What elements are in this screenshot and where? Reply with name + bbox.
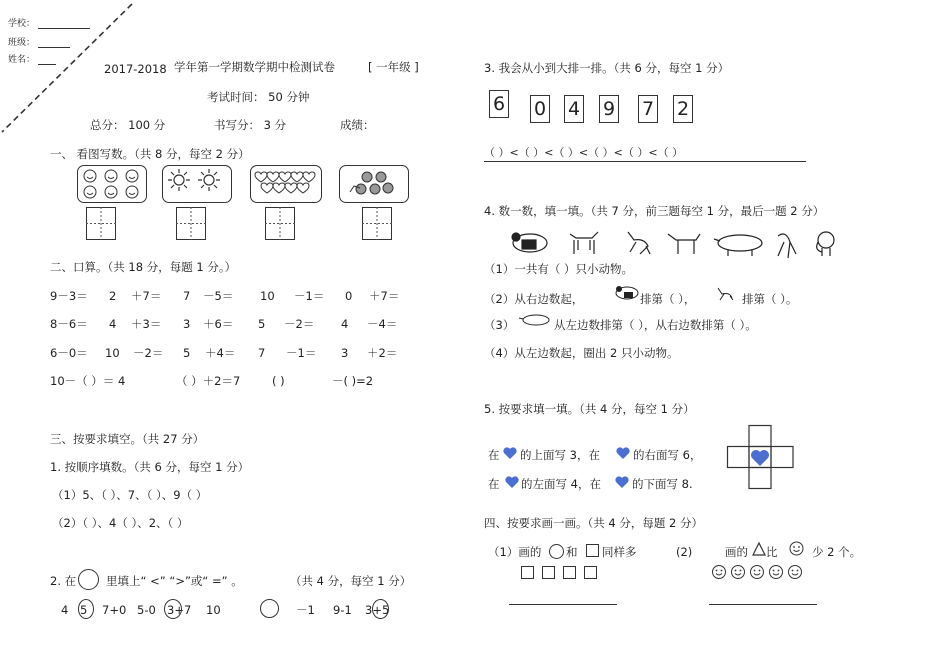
compare-item: －1 [296,603,315,617]
calc-item: ＋7＝ [131,289,162,303]
heart-icon [615,476,629,489]
calc-item: 5 [258,317,266,331]
compare-circle[interactable] [78,599,94,619]
answer-grid-2[interactable] [176,207,206,240]
calc-item: ＋6＝ [203,317,234,331]
circle-icon [78,569,99,590]
compare-item: 5-0 [137,603,156,617]
section1-heading: 一、 看图写数。（共 8 分，每空 2 分） [50,147,250,161]
compare-item: 3+7 [167,603,192,617]
heart-icon-group [254,170,318,196]
smiley-icon [789,541,804,556]
compare-item: 5 [80,603,88,617]
r6-b4: 少 2 个。 [812,545,862,559]
square-icon [586,544,599,557]
compare-circle[interactable] [260,599,279,618]
r6-a3: 同样多 [602,545,637,559]
r4-q3a: （3） [484,318,515,332]
calc-item: 2 [109,289,117,303]
pig-icon [517,312,551,328]
answer-grid-1[interactable] [86,207,116,240]
total-score: 总分： 100 分 [90,118,166,132]
square-icon [521,566,534,579]
calc-item: －2＝ [284,317,315,331]
r6-a1: （1）画的 [488,545,542,559]
r6-a2: 和 [566,545,578,559]
rabbit-icon [716,284,736,300]
r5-line2-c: 的下面写 8. [632,477,693,491]
calc-item: 10 [260,289,275,303]
smiley-icon-group [80,167,144,201]
calc-item: 3 [183,317,191,331]
digit-card: 4 [564,95,584,123]
calc-item: （ ）＋2＝7 [176,374,241,388]
calc-item: 7 [183,289,191,303]
r6-b2: 画的 [725,545,748,559]
q2-instruction: 里填上“ <” “>”或“ =” 。 [106,574,243,588]
calc-item: 10 [105,346,120,360]
r4-q1: （1）一共有（ ）只小动物。 [484,262,633,276]
heart-icon [505,476,519,489]
class-label: 班级： [8,38,36,48]
q2-score: （共 4 分，每空 1 分） [290,574,412,588]
calc-item: －2＝ [133,346,164,360]
r4-q4: （4）从左边数起，圈出 2 只小动物。 [484,346,679,360]
r5-line1-b: 的上面写 3，在 [520,448,600,462]
compare-item: 3+5 [365,603,390,617]
calc-item: －5＝ [203,289,234,303]
school-label: 学校： [8,19,36,29]
q2-prefix: 2. 在 [50,574,77,588]
year: 2017-2018 [104,62,167,76]
heart-icon [616,447,630,460]
r5-line2-b: 的左面写 4，在 [521,477,601,491]
cross-grid[interactable] [727,425,797,490]
calc-item: 7 [258,346,266,360]
result-label: 成绩： [340,118,375,132]
r6-b3: 比 [766,545,778,559]
section2-heading: 二、口算。（共 18 分，每题 1 分。） [50,260,237,274]
digit-card: 2 [673,95,693,123]
animal-row-icon [508,228,858,260]
square-icon [584,566,597,579]
answer-grid-3[interactable] [265,207,295,240]
calc-item: 4 [341,317,349,331]
exam-time: 考试时间： 50 分钟 [207,90,310,104]
sun-icon-group [165,167,227,197]
calc-item: 10－（ ）＝ 4 [50,374,126,388]
compare-item: 10 [206,603,221,617]
compare-circle[interactable] [164,599,182,619]
smiley-icon-group [711,564,807,580]
digit-card: 9 [599,95,619,123]
calc-item: ＋7＝ [369,289,400,303]
digit-card: 7 [638,95,658,123]
calc-item: －4＝ [367,317,398,331]
circle-icon [549,544,564,559]
compare-item: 9-1 [333,603,352,617]
r6-b1: (2) [676,545,693,559]
writing-score: 书写分： 3 分 [214,118,287,132]
r5-line2-a: 在 [488,477,500,491]
order-blanks[interactable]: （ ）<（ ）<（ ）<（ ）<（ ）<（ ） [484,146,684,159]
square-icon [563,566,576,579]
calc-item: －1＝ [286,346,317,360]
q1-heading: 1. 按顺序填数。（共 6 分，每空 1 分） [50,460,250,474]
r4-heading: 4. 数一数，填一填。（共 7 分，前三题每空 1 分，最后一题 2 分） [484,204,825,218]
r4-q2b: 排第（ ）， [640,292,696,306]
calc-item: ( ) [272,374,285,388]
calc-item: 8－6＝ [50,317,88,331]
r5-line1-c: 的右面写 6， [633,448,702,462]
calc-item: 5 [183,346,191,360]
digit-card: 0 [530,95,550,123]
answer-grid-4[interactable] [362,207,392,240]
digit-card: 6 [489,90,509,118]
r6-heading: 四、按要求画一画。（共 4 分，每题 2 分） [484,516,704,530]
ball-icon-group [345,168,403,198]
r4-q2c: 排第（ ）。 [742,292,798,306]
compare-circle[interactable] [372,599,389,619]
calc-item: 3 [341,346,349,360]
triangle-icon [752,542,766,556]
calc-item: 4 [109,317,117,331]
r3-heading: 3. 我会从小到大排一排。（共 6 分，每空 1 分） [484,61,730,75]
panda-icon [614,284,640,300]
calc-item: －( )=2 [332,374,374,388]
r4-q2a: （2）从右边数起， [484,292,584,306]
heart-icon [503,447,517,460]
grade: [ 一年级 ] [368,60,419,74]
square-icon [542,566,555,579]
compare-item: 7+0 [102,603,127,617]
r5-line1-a: 在 [488,448,500,462]
calc-item: ＋4＝ [205,346,236,360]
calc-item: 0 [345,289,353,303]
page-title: 学年第一学期数学期中检测试卷 [174,60,335,74]
q1a-text: （1）5、（ ）、7、（ ）、9（ ） [52,488,208,502]
r5-heading: 5. 按要求填一填。（共 4 分，每空 1 分） [484,402,695,416]
calc-item: 6－0＝ [50,346,88,360]
name-label: 姓名： [8,55,36,65]
calc-item: 9－3＝ [50,289,88,303]
calc-item: －1＝ [294,289,325,303]
r4-q3b: 从左边数排第（ ），从右边数排第（ ）。 [554,318,757,332]
calc-item: ＋3＝ [131,317,162,331]
q1b-text: （2）（ ）、4（ ）、2、（ ） [52,516,189,530]
section3-heading: 三、按要求填空。（共 27 分） [50,432,205,446]
calc-item: ＋2＝ [367,346,398,360]
compare-item: 4 [61,603,69,617]
